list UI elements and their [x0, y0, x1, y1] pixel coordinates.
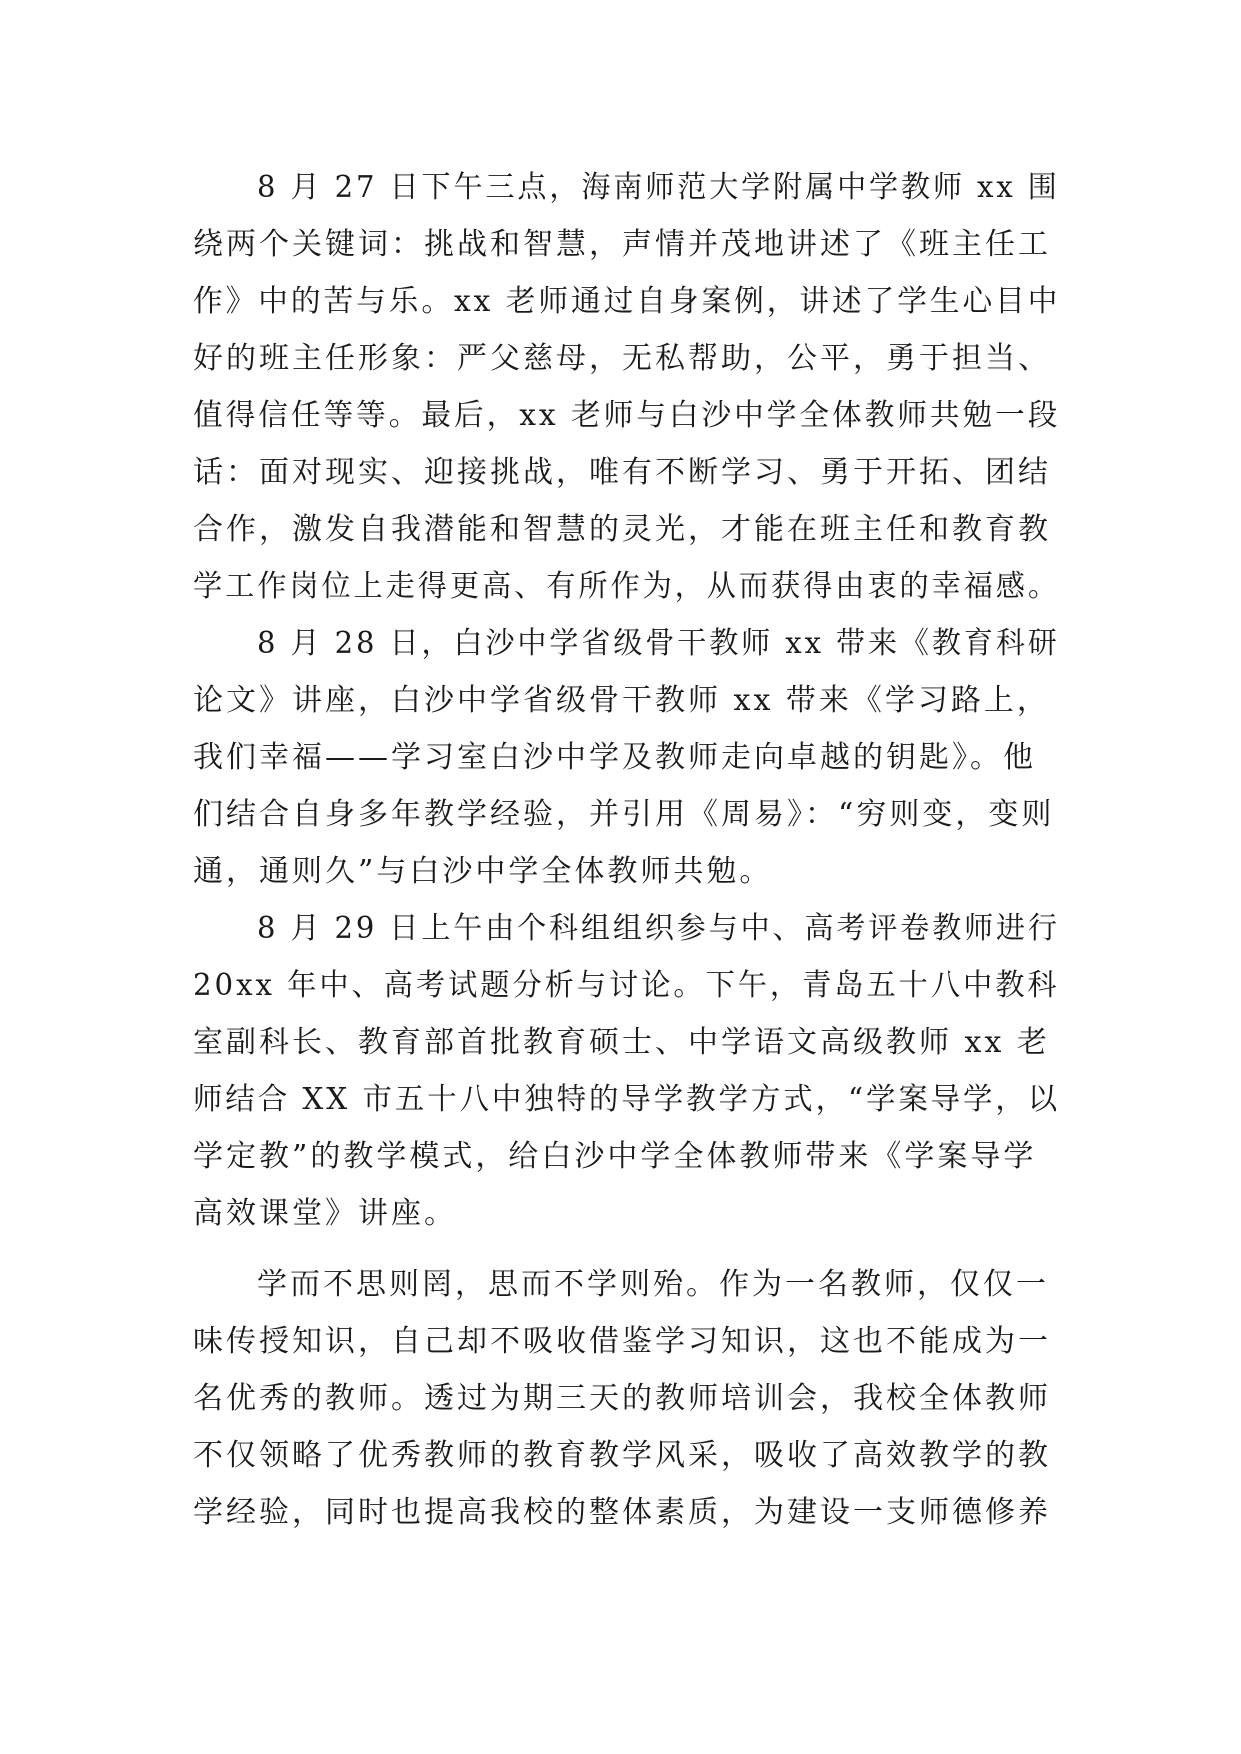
text-line: 绕两个关键词：挑战和智慧，声情并茂地讲述了《班主任工 — [193, 227, 1051, 262]
text-line: 学经验，同时也提高我校的整体素质，为建设一支师德修养 — [193, 1495, 1051, 1530]
text-line: 8 月 27 日下午三点，海南师范大学附属中学教师 xx 围 — [257, 170, 1060, 205]
text-line: 20xx 年中、高考试题分析与讨论。下午，青岛五十八中教科 — [193, 968, 1060, 1003]
text-line: 作》中的苦与乐。xx 老师通过自身案例，讲述了学生心目中 — [193, 284, 1061, 319]
text-line: 8 月 29 日上午由个科组组织参与中、高考评卷教师进行 — [257, 911, 1060, 946]
text-line: 论文》讲座，白沙中学省级骨干教师 xx 带来《学习路上， — [193, 683, 1050, 718]
text-line: 我们幸福——学习室白沙中学及教师走向卓越的钥匙》。他 — [193, 740, 1036, 775]
text-line: 学工作岗位上走得更高、有所作为，从而获得由衷的幸福感。 — [193, 569, 1061, 604]
text-line: 高效课堂》讲座。 — [193, 1196, 457, 1231]
text-line: 室副科长、教育部首批教育硕士、中学语文高级教师 xx 老 — [193, 1025, 1050, 1060]
text-line: 学定教”的教学模式，给白沙中学全体教师带来《学案导学 — [193, 1139, 1037, 1174]
text-line: 好的班主任形象：严父慈母，无私帮助，公平，勇于担当、 — [193, 341, 1051, 376]
text-line: 们结合自身多年教学经验，并引用《周易》：“穷则变，变则 — [193, 797, 1055, 832]
text-line: 学而不思则罔，思而不学则殆。作为一名教师，仅仅一 — [257, 1267, 1049, 1302]
text-line: 话：面对现实、迎接挑战，唯有不断学习、勇于开拓、团结 — [193, 455, 1051, 490]
text-line: 合作，激发自我潜能和智慧的灵光，才能在班主任和教育教 — [193, 512, 1051, 547]
text-line: 不仅领略了优秀教师的教育教学风采，吸收了高效教学的教 — [193, 1438, 1051, 1473]
text-line: 名优秀的教师。透过为期三天的教师培训会，我校全体教师 — [193, 1381, 1051, 1416]
text-line: 师结合 XX 市五十八中独特的导学教学方式，“学案导学，以 — [193, 1082, 1061, 1117]
text-line: 值得信任等等。最后，xx 老师与白沙中学全体教师共勉一段 — [193, 398, 1061, 433]
text-line: 8 月 28 日，白沙中学省级骨干教师 xx 带来《教育科研 — [257, 626, 1060, 661]
text-line: 味传授知识，自己却不吸收借鉴学习知识，这也不能成为一 — [193, 1324, 1051, 1359]
text-line: 通，通则久”与白沙中学全体教师共勉。 — [193, 854, 773, 889]
